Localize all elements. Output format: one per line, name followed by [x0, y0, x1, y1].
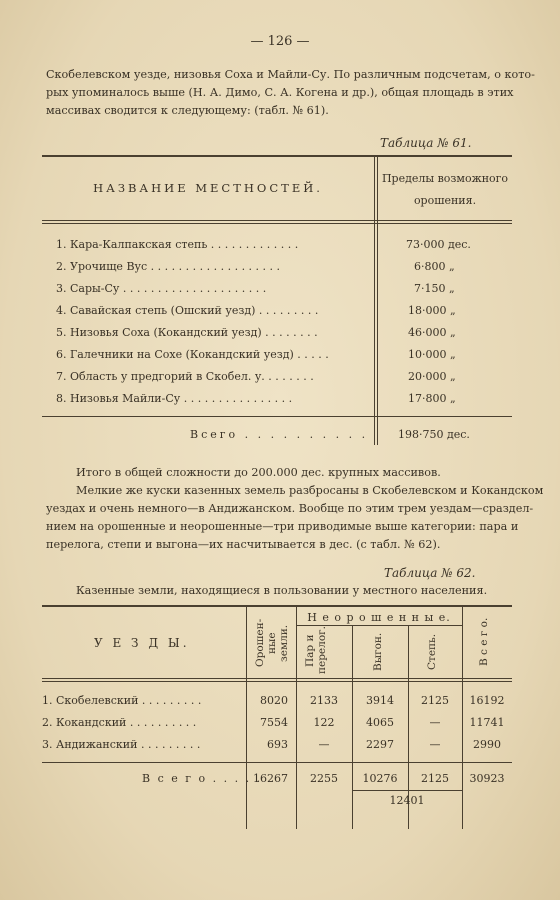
table62-row-1-irrigated: 8020: [260, 694, 288, 707]
table62-row-2-name: 2. Кокандский . . . . . . . . . .: [42, 716, 197, 729]
table61-row-4-name: 4. Савайская степь (Ошский уезд) . . . . . . . . .: [56, 304, 319, 317]
table61-total-value: 198·750 дес.: [398, 428, 470, 441]
page-number: — 126 —: [250, 34, 310, 49]
table61-top-rule: [42, 155, 512, 157]
table62-row-1-name: 1. Скобелевский . . . . . . . . .: [42, 694, 202, 707]
table62-row-1-vygon: 3914: [366, 694, 394, 707]
table62-total-par: 2255: [310, 772, 338, 785]
table61-row-2-name: 2. Урочище Вус . . . . . . . . . . . . . . . . . . .: [56, 260, 281, 273]
table61-header-limits-2: орошения.: [413, 194, 477, 207]
table61-header-rule: [42, 220, 512, 221]
table61-header-name: НАЗВАНИЕ МЕСТНОСТЕЙ.: [93, 181, 323, 195]
table62-total-label: В с е г о . . . . .: [142, 772, 263, 785]
table61-row-1-name: 1. Кара-Калпакская степь . . . . . . . . . . . . .: [56, 238, 299, 251]
table62-total-total: 30923: [469, 772, 505, 785]
table62-header-step: Степь.: [426, 633, 438, 671]
intro-line-2: рых упоминалось выше (Н. А. Димо, С. А. Когена и др.), общая площадь в этих: [46, 86, 514, 99]
middle-line-1: Мелкие же куски казенных земель разбросаны в Скобелевском и Кокандском: [76, 484, 544, 497]
middle-summary-line: Итого в общей сложности до 200.000 дес. крупных массивов.: [76, 466, 441, 479]
table61-row-5-name: 5. Низовья Соха (Кокандский уезд) . . . . . . . .: [56, 326, 318, 339]
table62-row-2-vygon: 4065: [366, 716, 394, 729]
table62-total-vygon: 10276: [362, 772, 398, 785]
table62-sum-rule: [352, 790, 462, 791]
table61-row-1-value: 73·000 дес.: [406, 238, 471, 251]
table62-header-nonirrigated: Н е о р о ш е н н ы е.: [307, 611, 451, 624]
table62-row-3-total: 2990: [473, 738, 501, 751]
table62-total-irrigated: 16267: [253, 772, 288, 785]
table62-row-1-par: 2133: [310, 694, 338, 707]
table61-row-3-name: 3. Сары-Су . . . . . . . . . . . . . . . . . . . . .: [56, 282, 267, 295]
table61-row-7-name: 7. Область у предгорий в Скобел. у. . . . . . . .: [56, 370, 314, 383]
intro-line-3: массивах сводится к следующему: (табл. № 61).: [46, 104, 329, 117]
table62-total-rule: [42, 762, 512, 763]
table62-header-rule-2: [42, 681, 512, 682]
table62-row-2-step: —: [429, 716, 441, 729]
table61-header-limits-1: Пределы возможного: [381, 172, 509, 185]
middle-line-3: нием на орошенные и неорошенные—три приводимые выше категории: пара и: [46, 520, 519, 533]
table61-row-8-value: 17·800 „: [408, 392, 456, 405]
intro-line-1: Скобелевском уезде, низовья Соха и Майли-Су. По различным подсчетам, о кото-: [46, 68, 535, 81]
middle-line-2: уездах и очень немного—в Андижанском. Вообще по этим трем уездам—сраздел-: [46, 502, 534, 515]
table62-top-rule: [42, 605, 512, 607]
table62-row-2-irrigated: 7554: [260, 716, 288, 729]
table61-total-label: Всего . . . . . . . . . .: [190, 428, 369, 441]
table62-row-3-par: —: [318, 738, 330, 751]
table62-total-step: 2125: [421, 772, 449, 785]
table62-row-2-total: 11741: [469, 716, 505, 729]
middle-line-4: перелога, степи и выгона—их насчитывается в дес. (с табл. № 62).: [46, 538, 441, 551]
table62-row-3-irrigated: 693: [267, 738, 288, 751]
table61-row-2-value: 6·800 „: [414, 260, 455, 273]
table62-nonirrigated-sum: 12401: [389, 794, 425, 807]
table62-caption: Таблица № 62.: [384, 566, 476, 580]
table62-header-par: Пар и перелог.: [304, 626, 328, 674]
table62-row-3-step: —: [429, 738, 441, 751]
table62-header-vygon: Выгон.: [372, 632, 384, 672]
table61-row-7-value: 20·000 „: [408, 370, 456, 383]
table61-row-5-value: 46·000 „: [408, 326, 456, 339]
table61-total-rule: [42, 416, 512, 417]
table62-header-irrigated: Орошен-ные земли.: [254, 618, 290, 668]
table62-row-1-step: 2125: [421, 694, 449, 707]
table61-row-8-name: 8. Низовья Майли-Су . . . . . . . . . . . . . . . .: [56, 392, 293, 405]
table62-row-3-vygon: 2297: [366, 738, 394, 751]
table61-row-6-name: 6. Галечники на Сохе (Кокандский уезд) . . . . .: [56, 348, 329, 361]
table62-row-1-total: 16192: [469, 694, 505, 707]
table62-header-rule: [42, 678, 512, 679]
table61-column-rule: [374, 155, 375, 445]
table62-header-uezdy: У Е З Д Ы.: [94, 636, 190, 650]
table61-row-6-value: 10·000 „: [408, 348, 456, 361]
table62-header-total: В с е г о.: [478, 617, 490, 667]
table61-header-rule-2: [42, 223, 512, 224]
table61-row-4-value: 18·000 „: [408, 304, 456, 317]
table61-row-3-value: 7·150 „: [414, 282, 455, 295]
table62-subtitle: Казенные земли, находящиеся в пользовании у местного населения.: [76, 584, 488, 597]
table62-row-2-par: 122: [313, 716, 335, 729]
table62-row-3-name: 3. Андижанский . . . . . . . . .: [42, 738, 201, 751]
table61-caption: Таблица № 61.: [380, 136, 472, 150]
